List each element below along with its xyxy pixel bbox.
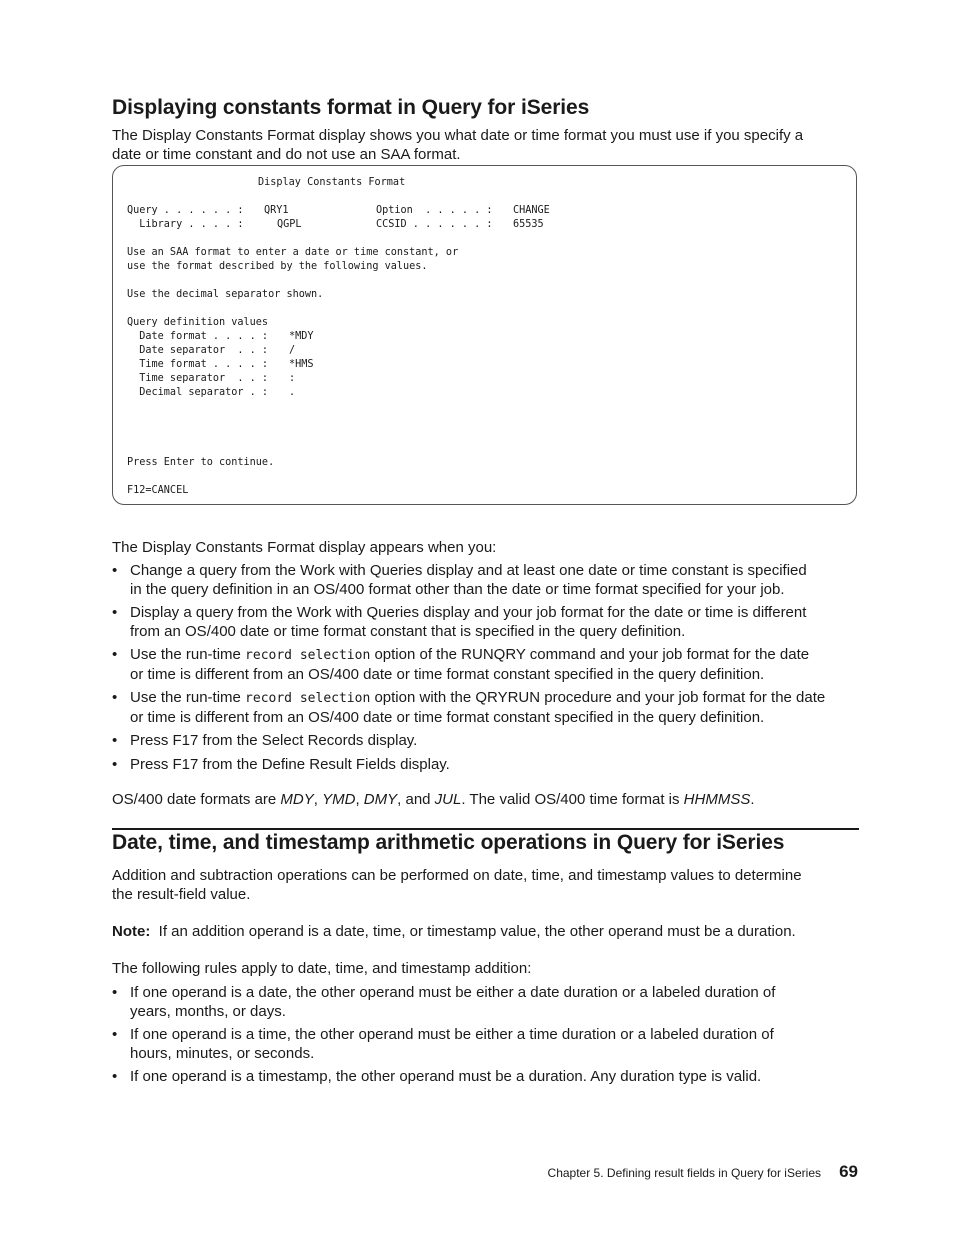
date-separator-label: Date separator . . : [127,345,269,356]
bullet-icon: • [112,984,118,1001]
list-item-text [130,646,862,666]
option-label: Option . . . . . : [376,205,493,216]
list-item-text: If one operand is a date, the other operand must be either a date duration or a labeled duration of [130,984,776,1001]
text-run: option of the RUNQRY command and your job format for the date [370,646,810,663]
section1-intro [112,127,803,164]
bullet-icon: • [112,1068,118,1085]
list-item [112,562,862,599]
format-mdy: MDY [280,791,314,808]
list-item-text: or time is different from an OS/400 date or time format constant specified in the query definition. [130,665,765,683]
date-format-value: *MDY [289,331,314,342]
list-item [112,732,862,751]
library-value: QGPL [277,219,302,230]
list-item-text: or time is different from an OS/400 date or time format constant specified in the query definition. [130,708,765,726]
text-run: Use the run-time [130,689,246,706]
intro-line: Addition and subtraction operations can be performed on date, time, and timestamp values to determine [112,867,802,884]
date-separator-value: / [289,345,296,356]
list-item-text: Press F17 from the Select Records display. [130,732,418,749]
section-title-date-time-arithmetic: Date, time, and timestamp arithmetic operations in Query for iSeries [112,831,785,854]
library-label: Library . . . . : [127,219,244,230]
note-label: Note: [112,923,151,940]
query-label: Query . . . . . . : [127,205,244,216]
bullet-icon: • [112,1026,118,1043]
intro-line: The Display Constants Format display shows you what date or time format you must use if you specify a [112,127,804,144]
appears-lead: The Display Constants Format display appears when you: [112,539,497,556]
list-item [112,984,862,1021]
time-format-value: *HMS [289,359,314,370]
list-item [112,689,862,727]
bullet-icon: • [112,755,118,773]
f12-cancel-key: F12=CANCEL [127,485,189,496]
list-item [112,646,862,684]
format-hhmmss: HHMMSS [683,791,751,808]
section-divider [112,828,859,830]
text-run: , and [397,791,435,808]
footer-chapter: Chapter 5. Defining result fields in Query for iSeries [547,1166,821,1180]
bullet-icon: • [112,562,118,579]
format-jul: JUL [434,791,462,808]
list-item-text: hours, minutes, or seconds. [130,1044,315,1062]
text-run: OS/400 date formats are [112,791,281,808]
option-value: CHANGE [513,205,550,216]
press-enter-text: Press Enter to continue. [127,457,275,468]
date-format-label: Date format . . . . : [127,331,269,342]
decimal-separator-label: Decimal separator . : [127,387,269,398]
decimal-separator-value: . [289,387,296,398]
intro-line: date or time constant and do not use an SAA format. [112,145,461,163]
list-item-text: If one operand is a timestamp, the other operand must be a duration. Any duration type is valid. [130,1068,762,1085]
appears-list [112,562,862,774]
list-item [112,1026,862,1063]
rules-lead: The following rules apply to date, time, and timestamp addition: [112,960,532,977]
list-item-text: Change a query from the Work with Queries display and at least one date or time constant is specified [130,562,807,579]
text-run: , [313,791,323,808]
list-item-text: Display a query from the Work with Queries display and your job format for the date or time is different [130,604,807,621]
rules-list [112,984,862,1087]
query-value: QRY1 [264,205,289,216]
bullet-icon: • [112,604,118,621]
page-number: 69 [839,1162,858,1181]
time-separator-label: Time separator . . : [127,373,269,384]
format-ymd: YMD [322,791,356,808]
time-format-label: Time format . . . . : [127,359,269,370]
list-item-text: in the query definition in an OS/400 format other than the date or time format specified for your job. [130,580,785,598]
list-item-text [130,689,862,709]
text-run: Use the run-time [130,646,246,663]
text-run: . [750,791,755,808]
list-item [112,756,862,775]
list-item-text: from an OS/400 date or time format constant that is specified in the query definition. [130,622,686,640]
saa-line: use the format described by the following values. [127,261,428,272]
text-run: option with the QRYRUN procedure and your job format for the date [370,689,826,706]
text-run: , [355,791,364,808]
bullet-icon: • [112,732,118,749]
bullet-icon: • [112,646,118,663]
time-separator-value: : [289,373,296,384]
list-item [112,604,862,641]
bullet-icon: • [112,689,118,706]
os400-formats-paragraph [112,791,755,810]
code-term: record selection [245,691,371,706]
format-dmy: DMY [363,791,398,808]
decimal-note: Use the decimal separator shown. [127,289,324,300]
section2-intro [112,867,802,904]
note [112,923,796,942]
section-title-displaying-constants: Displaying constants format in Query for iSeries [112,96,590,119]
list-item-text: Press F17 from the Define Result Fields display. [130,755,450,773]
note-text: If an addition operand is a date, time, or timestamp value, the other operand must be a duration. [158,923,796,940]
screen-header: Display Constants Format [258,177,406,188]
list-item [112,1068,862,1087]
saa-line: Use an SAA format to enter a date or time constant, or [127,247,459,258]
intro-line: the result-field value. [112,885,251,903]
ccsid-value: 65535 [513,219,544,230]
defs-heading: Query definition values [127,317,269,328]
code-term: record selection [245,648,371,663]
list-item-text: years, months, or days. [130,1002,286,1020]
text-run: . The valid OS/400 time format is [461,791,684,808]
list-item-text: If one operand is a time, the other operand must be either a time duration or a labeled duration of [130,1026,774,1043]
ccsid-label: CCSID . . . . . . : [376,219,493,230]
